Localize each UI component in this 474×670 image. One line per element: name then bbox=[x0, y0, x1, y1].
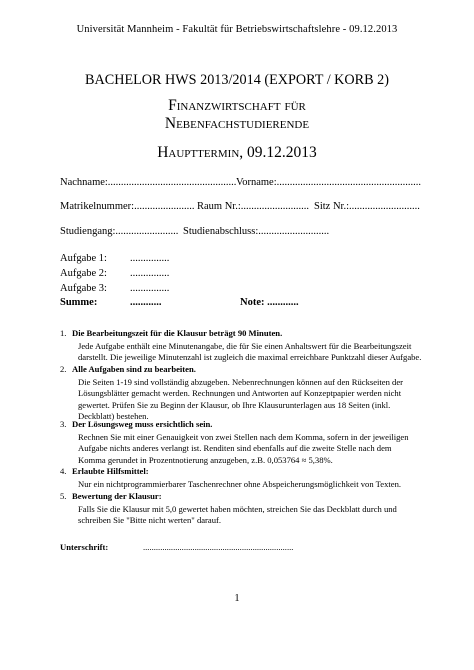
instruction-line: schreiben Sie "Bitte nicht werten" darauf. bbox=[78, 515, 222, 526]
instruction-line: Aufgabe nichts anderes verlangt ist. Renditen sind ebenfalls auf die zweite Stelle nach dem bbox=[78, 443, 392, 454]
exam-title: BACHELOR HWS 2013/2014 (EXPORT / KORB 2) bbox=[85, 72, 389, 88]
instruction-title: Der Lösungsweg muss ersichtlich sein. bbox=[72, 419, 213, 429]
instruction-number: 3. bbox=[60, 419, 67, 429]
instruction-line: Lösungsblätter gemacht werden. Rechnungen und Antworten auf Konzeptpapier werden nicht bbox=[78, 388, 402, 399]
summe-score[interactable]: ............ bbox=[130, 297, 162, 308]
aufgabe2-label: Aufgabe 2: bbox=[60, 268, 107, 279]
instruction-title: Die Bearbeitungszeit für die Klausur beträgt 90 Minuten. bbox=[72, 328, 283, 338]
instruction-number: 4. bbox=[60, 466, 67, 476]
instruction-text bbox=[78, 479, 434, 490]
raum-field[interactable]: Raum Nr.:.......................... bbox=[197, 201, 309, 212]
aufgabe1-score[interactable]: ............... bbox=[130, 253, 170, 264]
note-field[interactable]: Note: ............ bbox=[240, 297, 299, 308]
instruction-text bbox=[78, 341, 434, 364]
studienabschluss-field[interactable]: Studienabschluss:........................... bbox=[183, 226, 330, 237]
instruction-text bbox=[78, 377, 434, 422]
instruction-line: gewertet. Prüfen Sie zu Beginn der Klausur, ob Ihre Klausurunterlagen aus 18 Seiten (inkl. bbox=[78, 399, 391, 410]
instruction-line: Deckblatt) bestehen. bbox=[78, 410, 149, 421]
matrikel-field[interactable]: Matrikelnummer:....................... bbox=[60, 201, 195, 212]
instruction-5 bbox=[60, 491, 428, 529]
instruction-1 bbox=[60, 328, 428, 364]
instruction-number: 1. bbox=[60, 328, 67, 338]
instruction-line: Komma gerundet in Prozentnotierung anzugeben, z.B. 0,053764 ≈ 5,38%. bbox=[78, 454, 333, 465]
instruction-line: darstellt. Die jeweilige Minutenzahl ist zugleich die maximal erreichbare Punktzahl dieser Aufgabe. bbox=[78, 352, 422, 363]
signature-label: Unterschrift: bbox=[60, 542, 109, 552]
course-title-line1: Finanzwirtschaft für bbox=[168, 97, 306, 114]
vorname-field[interactable]: Vorname:....................................................... bbox=[236, 177, 422, 188]
signature-field[interactable]: ...................................................................... bbox=[143, 542, 294, 552]
instruction-line: Die Seiten 1-19 sind vollständig abzugeben. Nebenrechnungen können auf den Rückseiten der bbox=[78, 377, 404, 387]
sitz-field[interactable]: Sitz Nr.:........................... bbox=[314, 201, 420, 212]
instruction-title: Erlaubte Hilfsmittel: bbox=[72, 466, 149, 476]
aufgabe2-score[interactable]: ............... bbox=[130, 268, 170, 279]
instruction-number: 5. bbox=[60, 491, 67, 501]
instruction-line: Falls Sie die Klausur mit 5,0 gewertet haben möchten, streichen Sie das Deckblatt durch und bbox=[78, 504, 397, 514]
aufgabe1-label: Aufgabe 1: bbox=[60, 253, 107, 264]
instruction-title: Bewertung der Klausur: bbox=[72, 491, 162, 501]
instruction-line: Rechnen Sie mit einer Genauigkeit von zwei Stellen nach dem Komma, sofern in der jeweiligen bbox=[78, 432, 409, 442]
course-title-line2: Nebenfachstudierende bbox=[164, 115, 310, 132]
page-header: Universität Mannheim - Fakultät für Betriebswirtschaftslehre - 09.12.2013 bbox=[76, 24, 398, 35]
instruction-text bbox=[78, 504, 434, 527]
instruction-4 bbox=[60, 466, 428, 492]
aufgabe3-label: Aufgabe 3: bbox=[60, 283, 107, 294]
instruction-title: Alle Aufgaben sind zu bearbeiten. bbox=[72, 364, 196, 374]
instruction-3 bbox=[60, 419, 428, 467]
course-title bbox=[0, 97, 474, 133]
instruction-number: 2. bbox=[60, 364, 67, 374]
aufgabe3-score[interactable]: ............... bbox=[130, 283, 170, 294]
instruction-line: Nur ein nichtprogrammierbarer Taschenrechner ohne Abspeicherungsmöglichkeit von Texten. bbox=[78, 479, 402, 489]
instruction-text bbox=[78, 432, 434, 466]
summe-label: Summe: bbox=[60, 297, 98, 308]
nachname-field[interactable]: Nachname:................................................. bbox=[60, 177, 237, 188]
page-number: 1 bbox=[234, 593, 240, 604]
exam-date-title: Haupttermin, 09.12.2013 bbox=[157, 144, 317, 161]
instruction-line: Jede Aufgabe enthält eine Minutenangabe, die für Sie einen Anhaltswert für die Bearbeitungszeit bbox=[78, 341, 412, 351]
instruction-2 bbox=[60, 364, 428, 424]
studiengang-field[interactable]: Studiengang:........................ bbox=[60, 226, 179, 237]
